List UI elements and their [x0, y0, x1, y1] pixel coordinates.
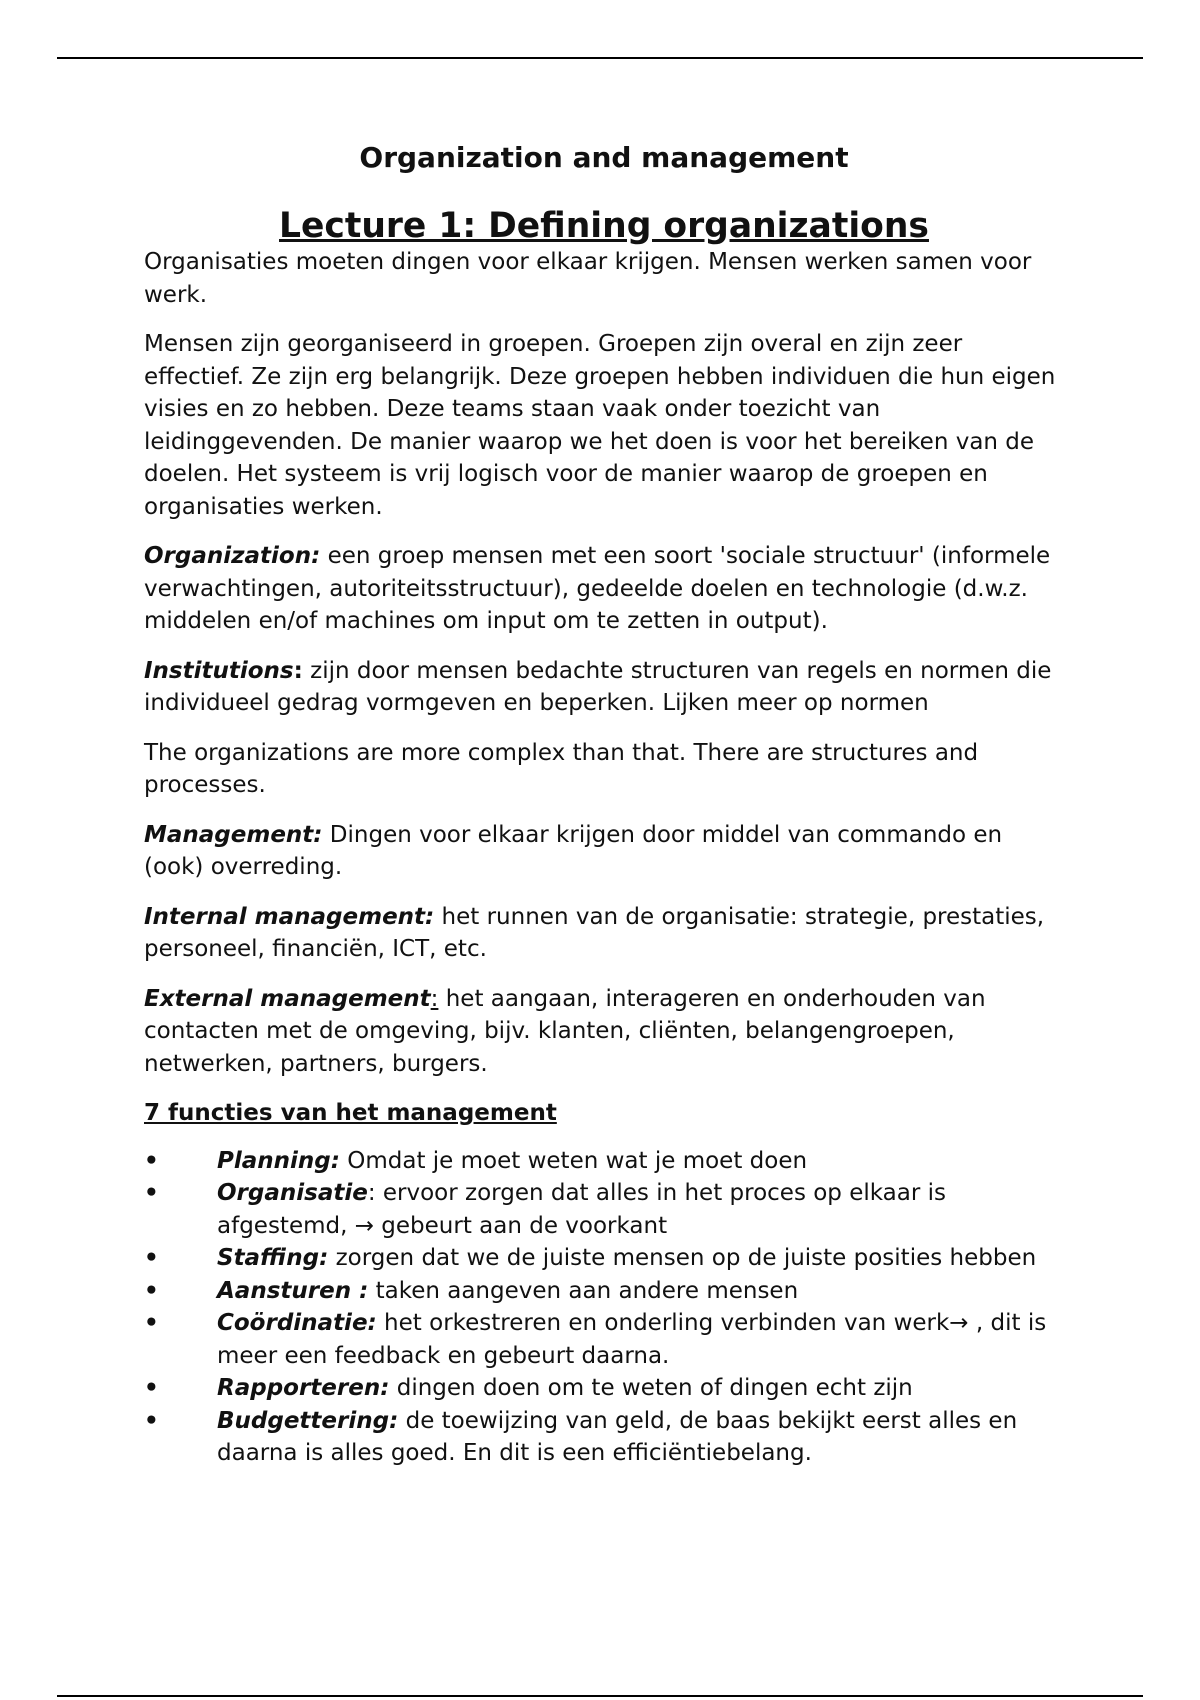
function-text: dingen doen om te weten of dingen echt zijn [389, 1375, 913, 1401]
function-text: de toewijzing van geld, de baas bekijkt eerst alles en daarna is alles goed. En dit is een efficiëntiebelang. [217, 1407, 1018, 1466]
lecture-title: Lecture 1: Defining organizations [279, 206, 929, 246]
function-term: Rapporteren: [217, 1375, 390, 1401]
function-term: Organisatie [217, 1180, 368, 1206]
bullet-marker: • [144, 1277, 159, 1304]
definition-institutions [144, 655, 1064, 720]
functions-list [144, 1145, 1064, 1470]
definition-term: External management [144, 985, 431, 1012]
function-term: Aansturen : [217, 1277, 369, 1304]
definition-external-management [144, 983, 1064, 1081]
document-body [144, 138, 1064, 1470]
definition-text: Dingen voor elkaar krijgen door middel van commando en (ook) overreding. [144, 821, 1003, 880]
paragraph-complexity: The organizations are more complex than that. There are structures and processes. [144, 739, 979, 798]
function-text: zorgen dat we de juiste mensen op de juiste posities hebben [328, 1245, 1037, 1271]
list-item [144, 1242, 1064, 1275]
bullet-marker: • [144, 1407, 159, 1434]
definition-term: Organization: [144, 543, 321, 569]
definition-text: zijn door mensen bedachte structuren van regels en normen die individueel gedrag vormgeven en beperken. Lijken meer op normen [144, 657, 1052, 716]
definition-term: Internal management: [144, 903, 435, 930]
definition-management [144, 819, 1064, 884]
function-term: Planning: [217, 1147, 340, 1174]
list-item [144, 1307, 1064, 1372]
bullet-marker: • [144, 1310, 159, 1336]
definition-text: het aangaan, interageren en onderhouden van contacten met de omgeving, bijv. klanten, cliënten, belangengroepen, netwerken, partners, burgers. [144, 985, 986, 1077]
functions-heading: 7 functies van het management [144, 1100, 557, 1126]
function-text: taken aangeven aan andere mensen [368, 1277, 799, 1304]
definition-term: Management: [144, 821, 323, 848]
definition-colon: : [430, 985, 439, 1012]
definition-term: Institutions [144, 657, 294, 684]
definition-text: een groep mensen met een soort 'sociale structuur' (informele verwachtingen, autoriteitsstructuur), gedeelde doelen en technologie (d.w.z. middelen en/of machines om input om te zetten in output). [144, 543, 1051, 634]
list-item [144, 1177, 1064, 1242]
function-term: Coördinatie: [217, 1310, 377, 1336]
paragraph-groups: Mensen zijn georganiseerd in groepen. Groepen zijn overal en zijn zeer effectief. Ze zijn erg belangrijk. Deze groepen hebben individuen die hun eigen visies en zo hebben. Deze teams staan vaak onder toezicht van leidinggevenden. De manier waarop we het doen is voor het bereiken van de doelen. Het systeem is vrij logisch voor de manier waarop de groepen en organisaties werken. [144, 331, 1056, 520]
list-item [144, 1405, 1064, 1470]
list-item [144, 1145, 1064, 1178]
list-item [144, 1372, 1064, 1405]
bullet-marker: • [144, 1147, 159, 1174]
definition-colon: : [293, 657, 303, 684]
bullet-marker: • [144, 1180, 159, 1206]
function-text: : ervoor zorgen dat alles in het proces op elkaar is afgestemd, → gebeurt aan de voorkant [217, 1180, 947, 1239]
function-term: Budgettering: [217, 1407, 399, 1434]
function-text: het orkestreren en onderling verbinden van werk→ , dit is meer een feedback en gebeurt daarna. [217, 1310, 1047, 1369]
definition-internal-management [144, 901, 1064, 966]
definition-text: het runnen van de organisatie: strategie, prestaties, personeel, financiën, ICT, etc. [144, 903, 1045, 962]
page-top-rule [57, 57, 1143, 59]
paragraph-intro: Organisaties moeten dingen voor elkaar krijgen. Mensen werken samen voor werk. [144, 249, 1032, 308]
page-bottom-rule [57, 1695, 1143, 1697]
list-item [144, 1275, 1064, 1308]
function-term: Staffing: [217, 1245, 329, 1271]
document-title: Organization and management [359, 141, 849, 174]
definition-organization [144, 540, 1064, 638]
bullet-marker: • [144, 1375, 159, 1401]
function-text: Omdat je moet weten wat je moet doen [339, 1147, 808, 1174]
bullet-marker: • [144, 1245, 159, 1271]
